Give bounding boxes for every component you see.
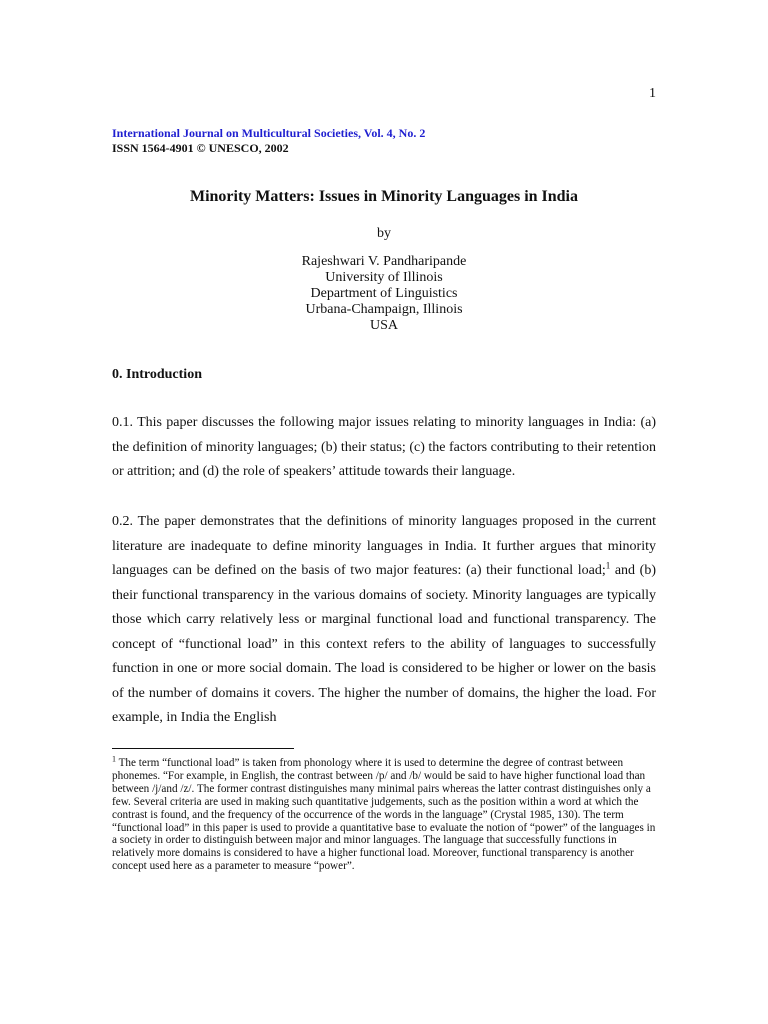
section-heading: 0. Introduction bbox=[112, 367, 202, 382]
author-name: Rajeshwari V. Pandharipande bbox=[301, 254, 467, 269]
paragraph-0-2-text-a: 0.2. The paper demonstrates that the definitions of minority languages proposed in the current literature are inadequate to define minority languages in India. It further argues that minority languages can be defined on the basis of two major features: (a) their functional load; bbox=[112, 514, 656, 578]
author-block bbox=[0, 254, 768, 334]
author-city: Urbana-Champaign, Illinois bbox=[305, 302, 463, 317]
paragraph-0-2-text-b: and (b) their functional transparency in the various domains of society. Minority languages are typically those which carry relatively less or marginal functional load and functional transparency. The concept of “functional load” in this context refers to the ability of languages to successfully function in one or more social domain. The load is considered to be higher or lower on the basis of the number of domains it covers. The higher the number of domains, the higher the load. For example, in India the English bbox=[112, 563, 656, 725]
author-department: Department of Linguistics bbox=[310, 286, 458, 301]
journal-header bbox=[112, 126, 425, 156]
byline: by bbox=[377, 226, 391, 241]
footnote-text: The term “functional load” is taken from phonology where it is used to determine the degree of contrast between phonemes. “For example, in English, the contrast between /p/ and /b/ would be said to have higher functional load than between /j/and /z/. The former contrast distinguishes many minimal pairs whereas the latter contrast distinguishes only a few. Several criteria are used in making such quantitative judgements, such as the position within a word at which the contrast is found, and the frequency of the occurrence of the words in the language” (Crystal 1985, 130). The term “functional load” in this paper is used to provide a quantitative base to evaluate the notion of “power” of the languages in a society in order to distinguish between major and minor languages. The language that successfully functions in relatively more domains is considered to have a higher functional load. Moreover, functional transparency is another concept used here as a parameter to measure “power”. bbox=[112, 757, 656, 873]
journal-title: International Journal on Multicultural Societies, Vol. 4, No. 2 bbox=[112, 126, 426, 140]
footnote-divider bbox=[112, 748, 294, 749]
issn-line: ISSN 1564-4901 © UNESCO, 2002 bbox=[112, 141, 289, 155]
footnote-marker: 1 bbox=[112, 754, 116, 764]
page-number: 1 bbox=[649, 86, 656, 101]
author-institution: University of Illinois bbox=[325, 270, 443, 285]
paper-title: Minority Matters: Issues in Minority Languages in India bbox=[189, 188, 578, 205]
footnote-reference[interactable]: 1 bbox=[605, 560, 611, 571]
footnote bbox=[112, 754, 660, 873]
paragraph-0-2 bbox=[112, 510, 656, 731]
author-country: USA bbox=[369, 318, 398, 333]
paragraph-0-1: 0.1. This paper discusses the following major issues relating to minority languages in India: (a) the definition of minority languages; (b) their status; (c) the factors contributing to their retention or attrition; and (d) the role of speakers’ attitude towards their language. bbox=[112, 415, 656, 479]
